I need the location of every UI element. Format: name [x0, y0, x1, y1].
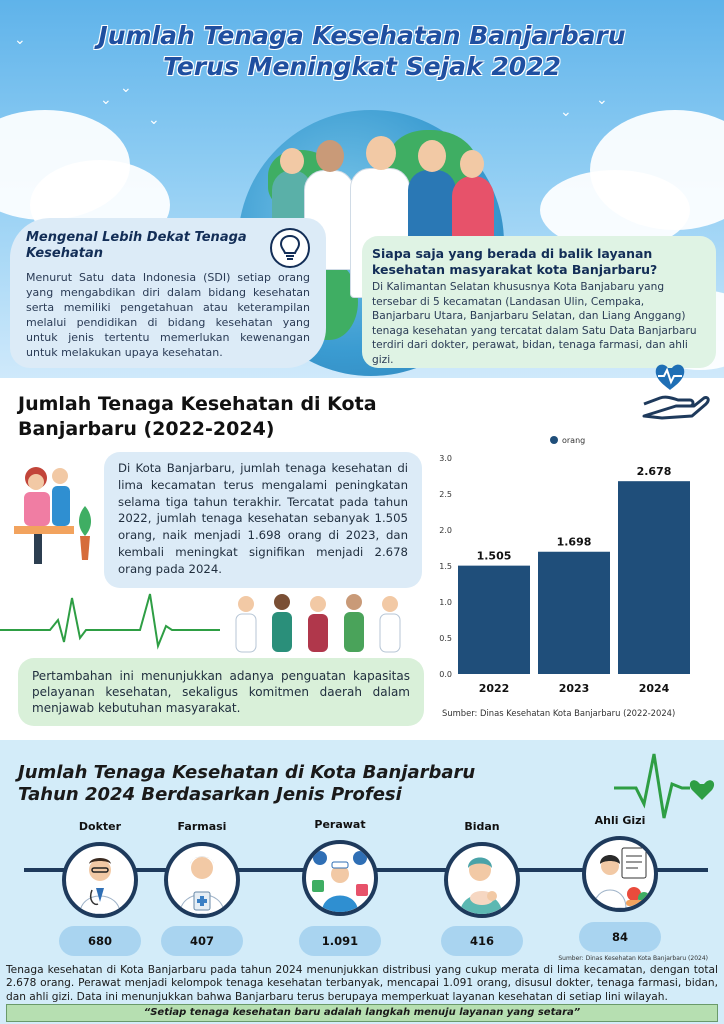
- profession-value-wrap: [426, 926, 538, 956]
- ecg-line-icon: [0, 590, 220, 650]
- x-tick-label: 2022: [478, 682, 510, 695]
- conclusion-box: [18, 658, 424, 726]
- hero-banner: [0, 0, 724, 378]
- profession-value-wrap: [44, 926, 156, 956]
- profession-count: 1.091: [299, 926, 381, 956]
- ecg-heart-icon: [614, 748, 718, 822]
- x-tick-label: 2023: [558, 682, 590, 695]
- nurse-icon: [302, 840, 378, 916]
- profession-summary: Tenaga kesehatan di Kota Banjarbaru pada tahun 2024 menunjukkan distribusi yang cukup merata di lima kecamatan, dengan total 2.678 orang. Perawat menjadi kelompok tenaga kesehatan terbanyak, mencapai 1.091 orang, disusul dokter, tenaga farmasi, bidan, dan ahli gizi. Data ini menunjukkan bahwa Banjarbaru terus berupaya memperkuat layanan kesehatan di setiap lini wilayah.: [6, 964, 718, 1003]
- intro-card-heading: Mengenal Lebih Dekat Tenaga Kesehatan: [26, 230, 247, 261]
- legend-label: orang: [562, 436, 586, 445]
- section3-title-line1: Jumlah Tenaga Kesehatan di Kota Banjarbaru: [18, 762, 476, 783]
- bar-2023: [538, 552, 610, 674]
- profession-value-wrap: [284, 926, 396, 956]
- lightbulb-icon: [270, 228, 310, 268]
- bar-value-label: 1.505: [476, 549, 512, 563]
- bird-icon: ⌄: [14, 32, 26, 48]
- profession-perawat: [284, 818, 396, 916]
- intro-card-body: Menurut Satu data Indonesia (SDI) setiap orang yang mengabdikan diri dalam bidang kesehatan serta memiliki pengetahuan atau keterampilan melalui pendidikan di bidang kesehatan yang untuk jenis tertentu memerlukan kewenangan untuk melakukan upaya kesehatan.: [26, 271, 310, 359]
- profession-source: Sumber: Dinas Kesehatan Kota Banjarbaru (2024): [558, 955, 708, 962]
- bird-icon: ⌄: [560, 104, 572, 120]
- description-box: [104, 452, 422, 588]
- profession-ahli-gizi: [564, 814, 676, 912]
- bar-value-label: 2.678: [636, 465, 672, 479]
- profession-dokter: [44, 820, 156, 918]
- profession-count: 407: [161, 926, 243, 956]
- bars: [458, 465, 690, 674]
- y-tick-label: 1.0: [439, 598, 452, 607]
- who-card-heading: Siapa saja yang berada di balik layanan kesehatan masyarakat kota Banjarbaru?: [372, 246, 658, 277]
- midwife-icon: [444, 842, 520, 918]
- chart-legend: [550, 436, 585, 445]
- profession-name: Bidan: [464, 820, 500, 833]
- bird-icon: ⌄: [596, 92, 608, 108]
- bar-chart: [432, 432, 718, 722]
- profession-farmasi: [146, 820, 258, 918]
- closing-quote: “Setiap tenaga kesehatan baru adalah langkah menuju layanan yang setara”: [6, 1004, 718, 1022]
- health-workers-illustration: [232, 590, 408, 654]
- profession-value-wrap: [564, 922, 676, 952]
- bar-2024: [618, 481, 690, 674]
- y-tick-label: 2.5: [439, 490, 452, 499]
- intro-card: [10, 218, 326, 368]
- y-tick-label: 2.0: [439, 526, 452, 535]
- section2-title: [18, 392, 377, 442]
- section2-title-line2: Banjarbaru (2022-2024): [18, 418, 275, 440]
- who-card-body: Di Kalimantan Selatan khususnya Kota Banjabaru yang tersebar di 5 kecamatan (Landasan Ulin, Cempaka, Banjarbaru Utara, Banjarbaru Selatan, dan Liang Anggang) tenaga kesehatan yang tercatat dalam Satu Data Banjarbaru terdiri dari dokter, perawat, bidan, tenaga farmasi, dan ahli gizi.: [372, 281, 697, 366]
- pharmacist-icon: [164, 842, 240, 918]
- section3-title: [18, 762, 475, 806]
- y-tick-label: 3.0: [439, 454, 452, 463]
- section2-title-line1: Jumlah Tenaga Kesehatan di Kota: [18, 393, 377, 415]
- x-axis: [479, 682, 670, 695]
- who-card: [362, 236, 716, 368]
- legend-swatch: [550, 436, 558, 444]
- page-title-line1: Jumlah Tenaga Kesehatan Banjarbaru: [98, 21, 626, 50]
- profession-count: 416: [441, 926, 523, 956]
- section3-title-line2: Tahun 2024 Berdasarkan Jenis Profesi: [18, 784, 402, 805]
- profession-value-wrap: [146, 926, 258, 956]
- doctor-icon: [62, 842, 138, 918]
- y-axis: [439, 454, 452, 679]
- bar-2022: [458, 566, 530, 674]
- bar-value-label: 1.698: [556, 535, 592, 549]
- description-text: Di Kota Banjarbaru, jumlah tenaga kesehatan di lima kecamatan terus mengalami peningkatan selama tiga tahun terakhir. Tercatat pada tahun 2022, jumlah tenaga kesehatan sebanyak 1.505 orang, naik menjadi 1.698 orang di 2023, dan kembali meningkat signifikan menjadi 2.678 orang pada 2024.: [118, 461, 408, 576]
- bird-icon: ⌄: [100, 92, 112, 108]
- conclusion-text: Pertambahan ini menunjukkan adanya penguatan kapasitas pelayanan kesehatan, sekaligus komitmen daerah dalam menjawab kebutuhan masyarakat.: [32, 669, 410, 715]
- nutritionist-icon: [582, 836, 658, 912]
- profession-bidan: [426, 820, 538, 918]
- profession-count: 680: [59, 926, 141, 956]
- profession-name: Farmasi: [177, 820, 227, 833]
- y-tick-label: 0.5: [439, 634, 452, 643]
- profession-name: Ahli Gizi: [594, 814, 646, 827]
- profession-name: Dokter: [78, 820, 122, 833]
- profession-count: 84: [579, 922, 661, 952]
- chart-source: Sumber: Dinas Kesehatan Kota Banjarbaru (2022-2024): [442, 708, 676, 718]
- caring-hand-heart-icon: [640, 358, 710, 428]
- x-tick-label: 2024: [638, 682, 670, 695]
- y-tick-label: 1.5: [439, 562, 452, 571]
- profession-name: Perawat: [314, 818, 366, 831]
- page-title-line2: Terus Meningkat Sejak 2022: [163, 52, 561, 81]
- y-tick-label: 0.0: [439, 670, 452, 679]
- bird-icon: ⌄: [148, 112, 160, 128]
- bird-icon: ⌄: [120, 80, 132, 96]
- nurse-patient-illustration: [14, 456, 100, 568]
